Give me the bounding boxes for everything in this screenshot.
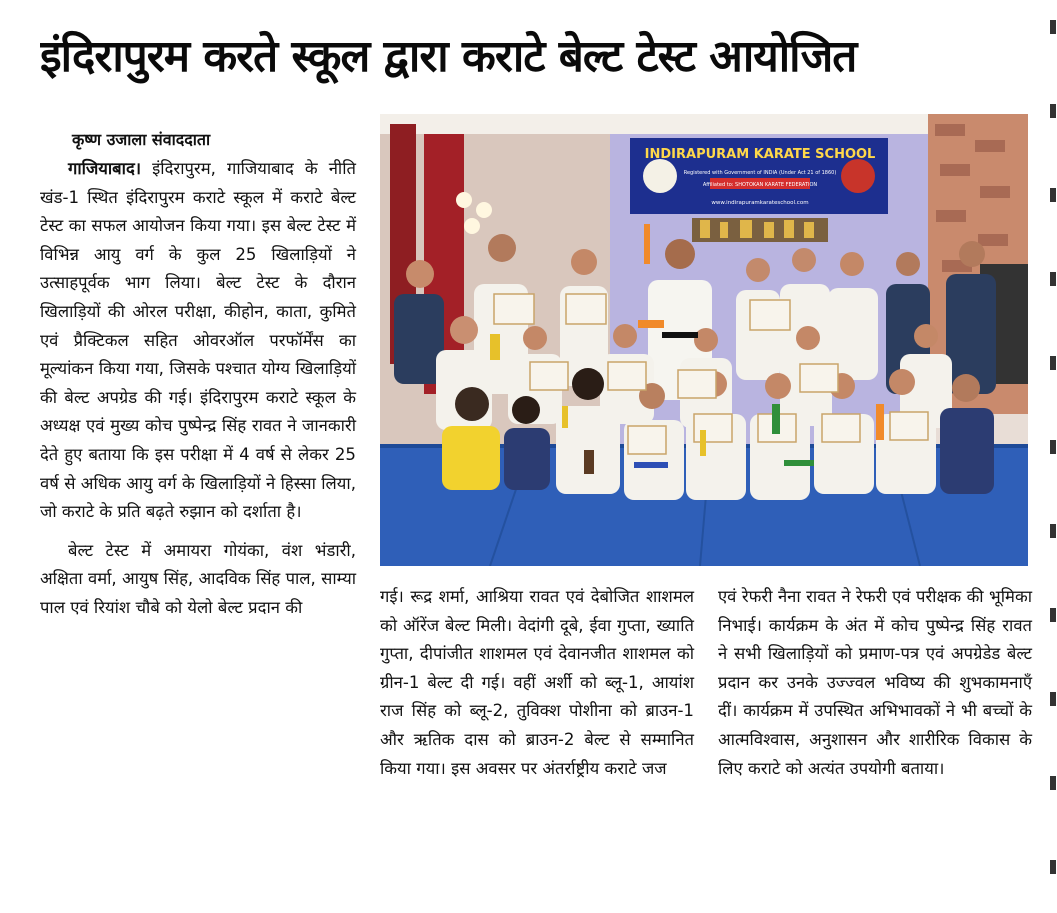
- event-photo: [380, 114, 1028, 566]
- banner-website: www.indirapuramkarateschool.com: [711, 200, 809, 206]
- article-paragraph-1: इंदिरापुरम, गाजियाबाद के नीति खंड-1 स्थित इंदिरापुरम कराटे स्कूल में कराटे बेल्ट टेस्ट का सफल आयोजन किया गया। इस बेल्ट टेस्ट में विभिन्न आयु वर्ग के कुल 25 खिलाड़ियों ने उत्साहपूर्वक भाग लिया। बेल्ट टेस्ट के दौरान खिलाड़ियों की ओरल परीक्षा, कीहोन, काता, कुमिते एवं प्रैक्टिकल सहित ओवरऑल परफॉर्मेंस का मूल्यांकन किया गया, जिसके पश्चात योग्य खिलाड़ियों की बेल्ट अपग्रेड की गई। इंदिरापुरम कराटे स्कूल के अध्यक्ष एवं मुख्य कोच पुष्पेन्द्र सिंह रावत ने जानकारी देते हुए बताया कि इस परीक्षा में 4 वर्ष से लेकर 25 वर्ष से अधिक आयु वर्ग के खिलाड़ियों ने हिस्सा लिया, जो कराटे के प्रति बढ़ते रुझान को दर्शाता है।: [40, 159, 356, 522]
- banner-subtitle: Registered with Government of INDIA (Under Act 21 of 1860): [683, 170, 837, 176]
- article-paragraph-2-middle: गई। रूद्र शर्मा, आश्रिया रावत एवं देबोजित शाशमल को ऑरेंज बेल्ट मिली। वेदांगी दूबे, ईवा गुप्ता, ख्याति गुप्ता, दीपांजीत शाशमल एवं देवानजीत शाशमल को ग्रीन-1 बेल्ट दी गई। वहीं अर्शी को ब्लू-1, आयांश राज सिंह को ब्लू-2, तुविक्श पोशीना को ब्राउन-1 और ऋतिक दास को ब्राउन-2 बेल्ट से सम्मानित किया गया। इस अवसर पर अंतर्राष्ट्रीय कराटे जज: [380, 587, 694, 778]
- dateline: गाजियाबाद।: [68, 159, 142, 178]
- article-paragraph-2-end: एवं रेफरी नैना रावत ने रेफरी एवं परीक्षक की भूमिका निभाई। कार्यक्रम के अंत में कोच पुष्पेन्द्र सिंह रावत ने सभी खिलाड़ियों को प्रमाण-पत्र एवं अपग्रेडेड बेल्ट प्रदान कर उनके उज्ज्वल भविष्य की शुभकामनाएँ दीं। कार्यक्रम में उपस्थित अभिभावकों ने भी बच्चों के आत्मविश्वास, अनुशासन और शारीरिक विकास के लिए कराटे को अत्यंत उपयोगी बताया।: [718, 587, 1032, 778]
- article-column-right: [718, 583, 1032, 783]
- article-paragraph-2-start: बेल्ट टेस्ट में अमायरा गोयंका, वंश भंडारी, अक्षिता वर्मा, आयुष सिंह, आदविक सिंह पाल, साम्या पाल एवं रियांश चौबे को येलो बेल्ट प्रदान की: [40, 540, 356, 617]
- byline: कृष्ण उजाला संवाददाता: [72, 130, 211, 149]
- article-column-middle: [380, 583, 694, 783]
- banner-affiliation: Affiliated to: SHOTOKAN KARATE FEDERATION: [702, 182, 818, 188]
- headline: इंदिरापुरम करते स्कूल द्वारा कराटे बेल्ट टेस्ट आयोजित: [40, 31, 857, 82]
- banner-title: INDIRAPURAM KARATE SCHOOL: [644, 147, 876, 162]
- adjacent-column-edge: [1046, 20, 1057, 900]
- article-column-left: [40, 155, 356, 623]
